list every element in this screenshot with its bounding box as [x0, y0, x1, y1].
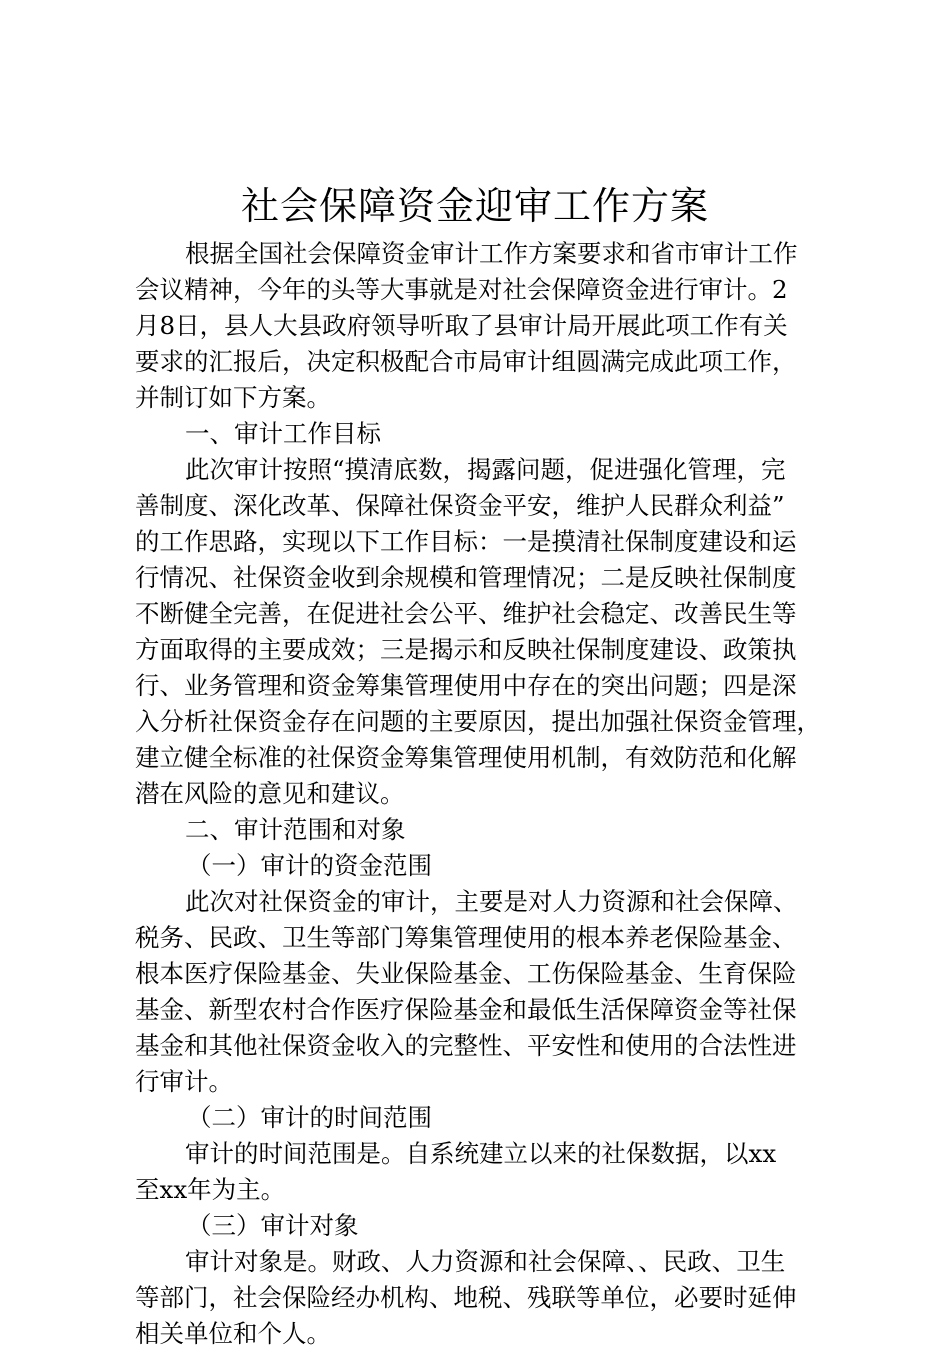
paragraph-line: 入分析社保资金存在问题的主要原因，提出加强社保资金管理， — [135, 707, 821, 736]
paragraph-line: 潜在风险的意见和建议。 — [135, 779, 405, 808]
paragraph-line: 会议精神，今年的头等大事就是对社会保障资金进行审计。2 — [135, 275, 788, 304]
paragraph-line: 税务、民政、卫生等部门筹集管理使用的根本养老保险基金、 — [135, 923, 797, 952]
section-heading: 一、审计工作目标 — [185, 419, 381, 448]
document-title: 社会保障资金迎审工作方案 — [240, 184, 709, 228]
paragraph-line: 月8日，县人大县政府领导听取了县审计局开展此项工作有关 — [135, 311, 788, 340]
paragraph-line: 建立健全标准的社保资金筹集管理使用机制，有效防范和化解 — [135, 743, 797, 772]
paragraph-line: 不断健全完善，在促进社会公平、维护社会稳定、改善民生等 — [135, 599, 797, 628]
paragraph-line: 行审计。 — [135, 1067, 233, 1096]
paragraph-line: 要求的汇报后，决定积极配合市局审计组圆满完成此项工作， — [135, 347, 797, 376]
paragraph-line: 并制订如下方案。 — [135, 383, 331, 412]
paragraph-line: 至xx年为主。 — [135, 1175, 286, 1204]
paragraph-line: 此次对社保资金的审计，主要是对人力资源和社会保障、 — [185, 887, 798, 916]
paragraph-line: 基金、新型农村合作医疗保险基金和最低生活保障资金等社保 — [135, 995, 797, 1024]
paragraph-line: 等部门，社会保险经办机构、地税、残联等单位，必要时延伸 — [135, 1283, 797, 1312]
paragraph-line: 根据全国社会保障资金审计工作方案要求和省市审计工作 — [185, 239, 798, 268]
subsection-heading: （一）审计的资金范围 — [187, 851, 432, 880]
paragraph-line: 基金和其他社保资金收入的完整性、平安性和使用的合法性进 — [135, 1031, 797, 1060]
section-heading: 二、审计范围和对象 — [185, 815, 406, 844]
paragraph-line: 相关单位和个人。 — [135, 1319, 331, 1348]
paragraph-line: 行情况、社保资金收到余规模和管理情况；二是反映社保制度 — [135, 563, 797, 592]
paragraph-line: 的工作思路，实现以下工作目标：一是摸清社保制度建设和运 — [135, 527, 797, 556]
paragraph-line: 此次审计按照“摸清底数，揭露问题，促进强化管理，完 — [185, 455, 786, 484]
document-body — [135, 236, 835, 1352]
paragraph-line: 行、业务管理和资金筹集管理使用中存在的突出问题；四是深 — [135, 671, 797, 700]
paragraph-line: 审计的时间范围是。自系统建立以来的社保数据，以xx — [185, 1139, 777, 1168]
subsection-heading: （二）审计的时间范围 — [187, 1103, 432, 1132]
paragraph-line: 善制度、深化改革、保障社保资金平安，维护人民群众利益” — [135, 491, 785, 520]
paragraph-line: 方面取得的主要成效；三是揭示和反映社保制度建设、政策执 — [135, 635, 797, 664]
subsection-heading: （三）审计对象 — [187, 1211, 359, 1240]
paragraph-line: 审计对象是。财政、人力资源和社会保障、、民政、卫生 — [185, 1247, 786, 1276]
paragraph-line: 根本医疗保险基金、失业保险基金、工伤保险基金、生育保险 — [135, 959, 797, 988]
